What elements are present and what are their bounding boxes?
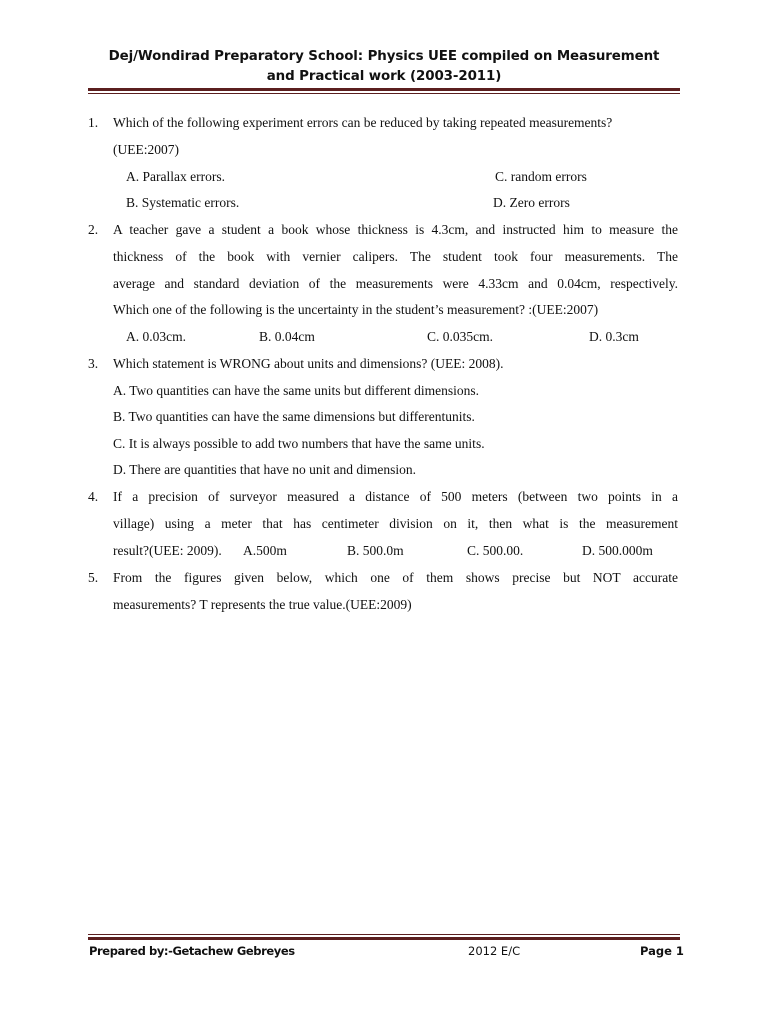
question-2-option-c: C. 0.035cm. — [427, 329, 493, 344]
question-4-option-d: D. 500.000m — [582, 543, 653, 558]
question-4-option-b: B. 500.0m — [347, 543, 404, 558]
question-4-option-c: C. 500.00. — [467, 543, 524, 558]
question-1-option-d: D. Zero errors — [493, 195, 570, 210]
question-3-option-d: D. There are quantities that have no unit and dimension. — [113, 462, 417, 477]
question-4-number: 4. — [88, 489, 99, 504]
question-2-text-line-4: Which one of the following is the uncertainty in the student’s measurement? :(UEE:2007) — [113, 302, 599, 317]
question-5-text-line-1: From the figures given below, which one of them shows precise but NOT accurate — [113, 570, 678, 585]
footer-page-number: Page 1 — [640, 944, 684, 958]
question-1-option-b: B. Systematic errors. — [126, 195, 240, 210]
question-3-text-line-1: Which statement is WRONG about units and dimensions? (UEE: 2008). — [113, 356, 504, 371]
question-1-option-a: A. Parallax errors. — [126, 169, 225, 184]
question-5-number: 5. — [88, 570, 99, 585]
question-3-option-c: C. It is always possible to add two numbers that have the same units. — [113, 436, 485, 451]
title-line-2: and Practical work (2003-2011) — [266, 69, 502, 84]
header-rule-thin — [88, 93, 680, 94]
question-2-text-line-1: A teacher gave a student a book whose thickness is 4.3cm, and instructed him to measure the — [113, 222, 678, 237]
question-4-text-line-1: If a precision of surveyor measured a distance of 500 meters (between two points in a — [113, 489, 678, 504]
question-2-text-line-2: thickness of the book with vernier calipers. The student took four measurements. The — [113, 249, 678, 264]
footer-rule-thin — [88, 934, 680, 935]
question-2-option-d: D. 0.3cm — [589, 329, 639, 344]
question-4-option-a: A.500m — [243, 543, 287, 558]
question-3-number: 3. — [88, 356, 99, 371]
question-2-option-b: B. 0.04cm — [259, 329, 315, 344]
header-rule-thick — [88, 88, 680, 91]
title-line-1: Dej/Wondirad Preparatory School: Physics UEE compiled on Measurement — [108, 49, 660, 64]
footer-rule-thick — [88, 937, 680, 940]
question-4-text-line-3: result?(UEE: 2009). — [113, 543, 222, 558]
footer-year: 2012 E/C — [468, 944, 521, 958]
question-1-text-line-2: (UEE:2007) — [113, 142, 179, 157]
question-1-number: 1. — [88, 115, 99, 130]
question-3-option-a: A. Two quantities can have the same units but different dimensions. — [113, 383, 479, 398]
question-1-option-c: C. random errors — [495, 169, 587, 184]
question-5-text-line-2: measurements? T represents the true value.(UEE:2009) — [113, 597, 412, 612]
page-title — [88, 47, 680, 87]
question-3-option-b: B. Two quantities can have the same dimensions but differentunits. — [113, 409, 475, 424]
footer-prepared-by: Prepared by:-Getachew Gebreyes — [89, 944, 295, 958]
question-2-number: 2. — [88, 222, 99, 237]
question-1-text-line-1: Which of the following experiment errors can be reduced by taking repeated measurements? — [113, 115, 613, 130]
question-2-option-a: A. 0.03cm. — [126, 329, 186, 344]
question-4-text-line-2: village) using a meter that has centimeter division on it, then what is the measurement — [113, 516, 678, 531]
question-2-text-line-3: average and standard deviation of the measurements were 4.33cm and 0.04cm, respectively. — [113, 276, 678, 291]
